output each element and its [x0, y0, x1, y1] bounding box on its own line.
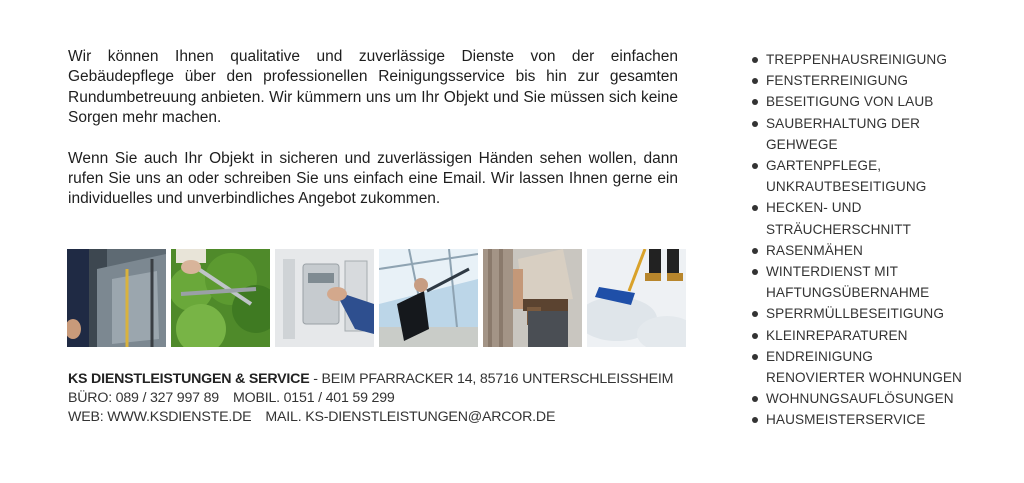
list-item: FENSTERREINIGUNG [752, 70, 992, 91]
mobile-phone: MOBIL. 0151 / 401 59 299 [232, 390, 395, 406]
intro-paragraph-1: Wir können Ihnen qualitative und zuverlässige Dienste von der einfachen Gebäudepflege über den professionellen Reinigungsservice bis hin zur gesamten Rundumbetreuung anbieten. Wir kümmern uns um Ihr Objekt und Sie müssen sich keine Sorgen mehr machen. [68, 48, 678, 127]
company-web-line [68, 408, 708, 427]
list-item: KLEINREPARATUREN [752, 325, 992, 346]
list-item: WINTERDIENST MIT HAFTUNGSÜBERNAHME [752, 261, 992, 303]
company-address-line [68, 370, 708, 389]
office-phone: BÜRO: 089 / 327 997 89 [68, 390, 219, 406]
photo-strip [67, 249, 686, 347]
list-item: HECKEN- UND STRÄUCHERSCHNITT [752, 197, 992, 239]
list-item: TREPPENHAUSREINIGUNG [752, 49, 992, 70]
company-phone-line [68, 389, 708, 408]
website-link[interactable]: WEB: WWW.KSDIENSTE.DE [68, 409, 252, 425]
company-address: - BEIM PFARRACKER 14, 85716 UNTERSCHLEISSHEIM [309, 371, 674, 387]
window-cleaning-photo [67, 249, 166, 347]
intro-text [68, 47, 678, 230]
list-item: GARTENPFLEGE, UNKRAUTBESEITIGUNG [752, 155, 992, 197]
meter-reading-photo [275, 249, 374, 347]
company-info [68, 370, 708, 427]
list-item: WOHNUNGSAUFLÖSUNGEN [752, 388, 992, 409]
tool-belt-worker-photo [483, 249, 582, 347]
list-item: HAUSMEISTERSERVICE [752, 409, 992, 430]
services-list [752, 49, 992, 431]
list-item: RASENMÄHEN [752, 240, 992, 261]
list-item: ENDREINIGUNG RENOVIERTER WOHNUNGEN [752, 346, 992, 388]
email-link[interactable]: MAIL. KS-DIENSTLEISTUNGEN@ARCOR.DE [265, 409, 556, 425]
company-name: KS DIENSTLEISTUNGEN & SERVICE [68, 371, 310, 387]
list-item: BESEITIGUNG VON LAUB [752, 91, 992, 112]
snow-shoveling-photo [587, 249, 686, 347]
glass-roof-cleaning-photo [379, 249, 478, 347]
list-item: SPERRMÜLLBESEITIGUNG [752, 303, 992, 324]
list-item: SAUBERHALTUNG DER GEHWEGE [752, 113, 992, 155]
hedge-trimming-photo [171, 249, 270, 347]
intro-paragraph-2: Wenn Sie auch Ihr Objekt in sicheren und zuverlässigen Händen sehen wollen, dann rufen Sie uns an oder schreiben Sie uns einfach eine Email. Wir lassen Ihnen gerne ein individuelles und unverbindliches Angebot zukommen. [68, 149, 678, 208]
